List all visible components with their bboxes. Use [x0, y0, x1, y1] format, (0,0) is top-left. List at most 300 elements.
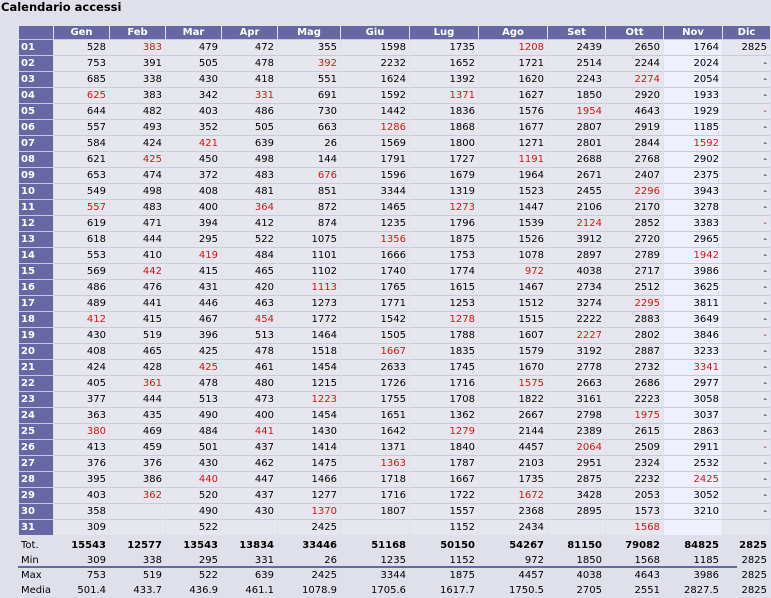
summary-cell: 4457 — [479, 568, 547, 583]
table-cell: 522 — [166, 519, 221, 535]
table-cell: 3052 — [664, 487, 722, 503]
table-cell: 408 — [54, 343, 109, 359]
summary-cell: 1705.6 — [341, 583, 409, 598]
table-cell: 430 — [166, 455, 221, 471]
table-cell: - — [723, 471, 770, 487]
table-cell: 1505 — [341, 327, 409, 343]
table-cell: 1679 — [410, 167, 478, 183]
table-cell: 476 — [110, 279, 165, 295]
table-cell: 2895 — [548, 503, 605, 519]
table-cell: 1447 — [479, 199, 547, 215]
table-cell: 415 — [110, 311, 165, 327]
table-cell: 2863 — [664, 423, 722, 439]
table-row — [19, 263, 770, 279]
table-cell: 2688 — [548, 151, 605, 167]
table-cell — [723, 519, 770, 535]
table-cell: 361 — [110, 375, 165, 391]
table-cell: 484 — [166, 423, 221, 439]
day-label: 04 — [19, 87, 53, 103]
summary-cell: 84825 — [664, 538, 722, 553]
table-cell: 639 — [222, 135, 277, 151]
table-cell: 1362 — [410, 407, 478, 423]
table-cell: 424 — [54, 359, 109, 375]
table-cell: 1764 — [664, 39, 722, 55]
summary-cell: 1078.9 — [278, 583, 340, 598]
table-cell: 444 — [110, 231, 165, 247]
table-cell: 1579 — [479, 343, 547, 359]
table-cell: 400 — [166, 199, 221, 215]
table-cell: - — [723, 231, 770, 247]
table-cell: 1475 — [278, 455, 340, 471]
table-cell: 425 — [166, 359, 221, 375]
summary-cell: 1850 — [548, 553, 605, 568]
table-cell: 355 — [278, 39, 340, 55]
table-cell: 420 — [222, 279, 277, 295]
table-cell: 3428 — [548, 487, 605, 503]
table-cell: 489 — [54, 295, 109, 311]
summary-row — [19, 568, 770, 583]
table-cell: 342 — [166, 87, 221, 103]
day-label: 14 — [19, 247, 53, 263]
table-cell: 2509 — [606, 439, 663, 455]
table-cell: 644 — [54, 103, 109, 119]
table-cell: 2778 — [548, 359, 605, 375]
table-cell: 3912 — [548, 231, 605, 247]
day-label: 02 — [19, 55, 53, 71]
table-cell: 4038 — [548, 263, 605, 279]
month-header: Mar — [166, 26, 221, 39]
table-cell: 2789 — [606, 247, 663, 263]
table-row — [19, 151, 770, 167]
table-cell: 1807 — [341, 503, 409, 519]
table-cell: 1271 — [479, 135, 547, 151]
day-label: 17 — [19, 295, 53, 311]
table-cell: 1464 — [278, 327, 340, 343]
table-cell: 412 — [54, 311, 109, 327]
table-cell: 3383 — [664, 215, 722, 231]
table-cell: 1075 — [278, 231, 340, 247]
table-cell: 2802 — [606, 327, 663, 343]
table-cell: - — [723, 439, 770, 455]
table-cell: 1740 — [341, 263, 409, 279]
table-cell: 4643 — [606, 103, 663, 119]
table-cell: 2650 — [606, 39, 663, 55]
table-cell: 3037 — [664, 407, 722, 423]
table-cell: 663 — [278, 119, 340, 135]
table-cell: 2106 — [548, 199, 605, 215]
summary-cell: 1152 — [410, 553, 478, 568]
table-cell: 2807 — [548, 119, 605, 135]
table-cell — [222, 519, 277, 535]
table-cell: 691 — [278, 87, 340, 103]
table-cell: 483 — [110, 199, 165, 215]
table-cell: 309 — [54, 519, 109, 535]
day-label: 11 — [19, 199, 53, 215]
summary-cell: 4643 — [606, 568, 663, 583]
table-cell: 1235 — [341, 215, 409, 231]
table-cell: 478 — [166, 375, 221, 391]
table-cell: - — [723, 71, 770, 87]
table-cell: 372 — [166, 167, 221, 183]
table-cell: 493 — [110, 119, 165, 135]
table-cell: - — [723, 295, 770, 311]
table-cell: 2667 — [479, 407, 547, 423]
table-cell: 1539 — [479, 215, 547, 231]
table-cell: 557 — [54, 119, 109, 135]
table-bottom-line — [18, 566, 737, 568]
summary-cell: 972 — [479, 553, 547, 568]
table-cell: 2852 — [606, 215, 663, 231]
table-cell: 1727 — [410, 151, 478, 167]
day-label: 29 — [19, 487, 53, 503]
table-cell: 2883 — [606, 311, 663, 327]
table-cell: 1771 — [341, 295, 409, 311]
summary-cell: 639 — [222, 568, 277, 583]
table-cell: - — [723, 135, 770, 151]
table-cell: - — [723, 87, 770, 103]
table-cell: 1371 — [410, 87, 478, 103]
table-cell: 2875 — [548, 471, 605, 487]
table-cell: 557 — [54, 199, 109, 215]
table-cell: 3233 — [664, 343, 722, 359]
month-header: Set — [548, 26, 605, 39]
table-cell: - — [723, 455, 770, 471]
table-cell: 1726 — [341, 375, 409, 391]
table-cell: 1542 — [341, 311, 409, 327]
table-cell: 851 — [278, 183, 340, 199]
table-cell: 431 — [166, 279, 221, 295]
table-cell — [548, 519, 605, 535]
table-cell: 418 — [222, 71, 277, 87]
table-row — [19, 71, 770, 87]
table-cell: 519 — [110, 327, 165, 343]
day-label: 16 — [19, 279, 53, 295]
table-row — [19, 519, 770, 535]
table-cell: 479 — [166, 39, 221, 55]
corner-header — [19, 26, 53, 39]
table-cell: 2274 — [606, 71, 663, 87]
table-cell: 1787 — [410, 455, 478, 471]
table-cell: 1286 — [341, 119, 409, 135]
table-cell: 2407 — [606, 167, 663, 183]
table-cell: 430 — [54, 327, 109, 343]
summary-cell: 15543 — [54, 538, 109, 553]
table-cell: 386 — [110, 471, 165, 487]
table-cell: 1735 — [479, 471, 547, 487]
table-cell: 2232 — [606, 471, 663, 487]
table-cell: 1102 — [278, 263, 340, 279]
summary-cell: 2425 — [278, 568, 340, 583]
table-cell: 1598 — [341, 39, 409, 55]
table-cell: 26 — [278, 135, 340, 151]
table-row — [19, 135, 770, 151]
table-cell: 396 — [166, 327, 221, 343]
table-cell: 2024 — [664, 55, 722, 71]
table-cell: - — [723, 167, 770, 183]
table-cell: 2844 — [606, 135, 663, 151]
table-cell: 1954 — [548, 103, 605, 119]
table-cell: - — [723, 119, 770, 135]
table-cell: 410 — [110, 247, 165, 263]
table-cell: 459 — [110, 439, 165, 455]
table-cell: 1371 — [341, 439, 409, 455]
table-cell: 513 — [166, 391, 221, 407]
table-cell: 2053 — [606, 487, 663, 503]
table-row — [19, 39, 770, 55]
summary-cell: 436.9 — [166, 583, 221, 598]
table-cell: 1430 — [278, 423, 340, 439]
table-cell: 551 — [278, 71, 340, 87]
table-cell: 364 — [222, 199, 277, 215]
table-row — [19, 423, 770, 439]
day-label: 15 — [19, 263, 53, 279]
summary-cell: 753 — [54, 568, 109, 583]
table-cell: 1607 — [479, 327, 547, 343]
table-cell: 2223 — [606, 391, 663, 407]
table-cell: 481 — [222, 183, 277, 199]
summary-cell: 13543 — [166, 538, 221, 553]
table-cell: 441 — [222, 423, 277, 439]
table-cell: 1933 — [664, 87, 722, 103]
table-cell: 1465 — [341, 199, 409, 215]
table-cell: 437 — [222, 487, 277, 503]
table-row — [19, 167, 770, 183]
table-cell: 505 — [222, 119, 277, 135]
table-cell: 1101 — [278, 247, 340, 263]
table-cell: 1753 — [410, 247, 478, 263]
summary-label: Tot. — [19, 538, 53, 553]
summary-cell: 2827.5 — [664, 583, 722, 598]
table-cell: 2633 — [341, 359, 409, 375]
summary-cell: 2825 — [723, 553, 770, 568]
day-label: 26 — [19, 439, 53, 455]
table-cell: 471 — [110, 215, 165, 231]
table-cell: 1392 — [410, 71, 478, 87]
table-cell: 501 — [166, 439, 221, 455]
table-cell: - — [723, 375, 770, 391]
table-cell: 2425 — [278, 519, 340, 535]
table-row — [19, 471, 770, 487]
table-cell: 1836 — [410, 103, 478, 119]
summary-cell: 2825 — [723, 538, 770, 553]
table-cell: 1273 — [278, 295, 340, 311]
table-cell: 376 — [110, 455, 165, 471]
table-cell: 505 — [166, 55, 221, 71]
summary-cell: 13834 — [222, 538, 277, 553]
summary-cell: 519 — [110, 568, 165, 583]
table-cell: 442 — [110, 263, 165, 279]
table-cell: 1666 — [341, 247, 409, 263]
table-cell: 446 — [166, 295, 221, 311]
table-cell: 1651 — [341, 407, 409, 423]
table-cell: - — [723, 279, 770, 295]
table-cell: 1576 — [479, 103, 547, 119]
table-cell: 1964 — [479, 167, 547, 183]
table-cell: 1454 — [278, 407, 340, 423]
table-cell: 1672 — [479, 487, 547, 503]
summary-cell: 2825 — [723, 583, 770, 598]
table-cell: 2368 — [479, 503, 547, 519]
table-cell: 2798 — [548, 407, 605, 423]
table-cell: 1615 — [410, 279, 478, 295]
summary-cell: 54267 — [479, 538, 547, 553]
summary-cell: 1568 — [606, 553, 663, 568]
table-cell: 972 — [479, 263, 547, 279]
day-label: 18 — [19, 311, 53, 327]
table-cell: 3274 — [548, 295, 605, 311]
table-cell: 2663 — [548, 375, 605, 391]
table-cell: 1875 — [410, 231, 478, 247]
summary-cell: 51168 — [341, 538, 409, 553]
table-cell: 473 — [222, 391, 277, 407]
table-cell: 513 — [222, 327, 277, 343]
summary-cell: 1875 — [410, 568, 478, 583]
table-cell: 1670 — [479, 359, 547, 375]
table-cell: 465 — [222, 263, 277, 279]
table-row — [19, 327, 770, 343]
table-cell: 1573 — [606, 503, 663, 519]
day-label: 22 — [19, 375, 53, 391]
table-cell: 2887 — [606, 343, 663, 359]
table-cell: 553 — [54, 247, 109, 263]
month-header: Feb — [110, 26, 165, 39]
table-row — [19, 279, 770, 295]
table-cell: 1929 — [664, 103, 722, 119]
table-cell: 2227 — [548, 327, 605, 343]
table-cell: 685 — [54, 71, 109, 87]
table-cell: 2324 — [606, 455, 663, 471]
table-cell: 1592 — [664, 135, 722, 151]
day-label: 30 — [19, 503, 53, 519]
month-header: Giu — [341, 26, 409, 39]
table-cell: 444 — [110, 391, 165, 407]
table-cell: 447 — [222, 471, 277, 487]
table-cell: 1356 — [341, 231, 409, 247]
table-cell: 872 — [278, 199, 340, 215]
table-cell: 2425 — [664, 471, 722, 487]
table-cell: 1512 — [479, 295, 547, 311]
day-label: 27 — [19, 455, 53, 471]
summary-cell: 50150 — [410, 538, 478, 553]
table-cell: 483 — [222, 167, 277, 183]
table-cell: 463 — [222, 295, 277, 311]
table-cell: 383 — [110, 39, 165, 55]
table-cell: 1652 — [410, 55, 478, 71]
table-cell: 1722 — [410, 487, 478, 503]
table-cell: 400 — [222, 407, 277, 423]
table-cell: 1569 — [341, 135, 409, 151]
table-cell: 498 — [110, 183, 165, 199]
table-cell: 3161 — [548, 391, 605, 407]
day-label: 10 — [19, 183, 53, 199]
table-cell: 1518 — [278, 343, 340, 359]
table-cell: 478 — [222, 55, 277, 71]
day-label: 13 — [19, 231, 53, 247]
table-cell: 569 — [54, 263, 109, 279]
table-cell: 403 — [54, 487, 109, 503]
summary-cell: 3344 — [341, 568, 409, 583]
table-cell — [110, 519, 165, 535]
summary-cell: 2551 — [606, 583, 663, 598]
table-cell: 383 — [110, 87, 165, 103]
table-cell: - — [723, 391, 770, 407]
table-cell: 2671 — [548, 167, 605, 183]
table-cell: 1796 — [410, 215, 478, 231]
table-cell: 2717 — [606, 263, 663, 279]
table-cell: 408 — [166, 183, 221, 199]
table-cell: 1253 — [410, 295, 478, 311]
table-cell: 2375 — [664, 167, 722, 183]
table-cell: 484 — [222, 247, 277, 263]
table-cell: 4457 — [479, 439, 547, 455]
table-cell: 2054 — [664, 71, 722, 87]
month-header-row — [19, 26, 770, 39]
table-cell: 1273 — [410, 199, 478, 215]
table-row — [19, 503, 770, 519]
table-row — [19, 103, 770, 119]
table-cell: 1152 — [410, 519, 478, 535]
table-cell: 3210 — [664, 503, 722, 519]
summary-cell: 81150 — [548, 538, 605, 553]
table-cell: 490 — [166, 407, 221, 423]
table-cell: 2919 — [606, 119, 663, 135]
table-cell: 435 — [110, 407, 165, 423]
table-cell: 3192 — [548, 343, 605, 359]
table-cell: 467 — [166, 311, 221, 327]
table-cell: 478 — [222, 343, 277, 359]
table-cell: 462 — [222, 455, 277, 471]
table-cell: 1414 — [278, 439, 340, 455]
table-cell: 3811 — [664, 295, 722, 311]
summary-cell: 2705 — [548, 583, 605, 598]
table-cell: 1466 — [278, 471, 340, 487]
table-cell: 3278 — [664, 199, 722, 215]
day-label: 06 — [19, 119, 53, 135]
table-cell: 2064 — [548, 439, 605, 455]
table-cell: 1788 — [410, 327, 478, 343]
table-cell: 480 — [222, 375, 277, 391]
summary-cell: 1185 — [664, 553, 722, 568]
table-cell: 2512 — [606, 279, 663, 295]
month-header: Mag — [278, 26, 340, 39]
table-cell: 1078 — [479, 247, 547, 263]
table-cell: 437 — [222, 439, 277, 455]
summary-row — [19, 583, 770, 598]
summary-cell: 1235 — [341, 553, 409, 568]
table-cell: 1718 — [341, 471, 409, 487]
table-cell: - — [723, 183, 770, 199]
table-cell: 2801 — [548, 135, 605, 151]
table-cell: 2911 — [664, 439, 722, 455]
table-cell: - — [723, 327, 770, 343]
table-cell: 474 — [110, 167, 165, 183]
table-cell: 2734 — [548, 279, 605, 295]
summary-cell: 79082 — [606, 538, 663, 553]
table-cell: 2686 — [606, 375, 663, 391]
table-cell: 1716 — [410, 375, 478, 391]
table-cell: 1185 — [664, 119, 722, 135]
table-cell: 2434 — [479, 519, 547, 535]
table-cell: 1454 — [278, 359, 340, 375]
table-cell: 405 — [54, 375, 109, 391]
table-row — [19, 311, 770, 327]
table-cell: - — [723, 311, 770, 327]
table-cell: 363 — [54, 407, 109, 423]
table-cell: 377 — [54, 391, 109, 407]
table-cell: 2124 — [548, 215, 605, 231]
table-cell: 1557 — [410, 503, 478, 519]
table-cell: 472 — [222, 39, 277, 55]
